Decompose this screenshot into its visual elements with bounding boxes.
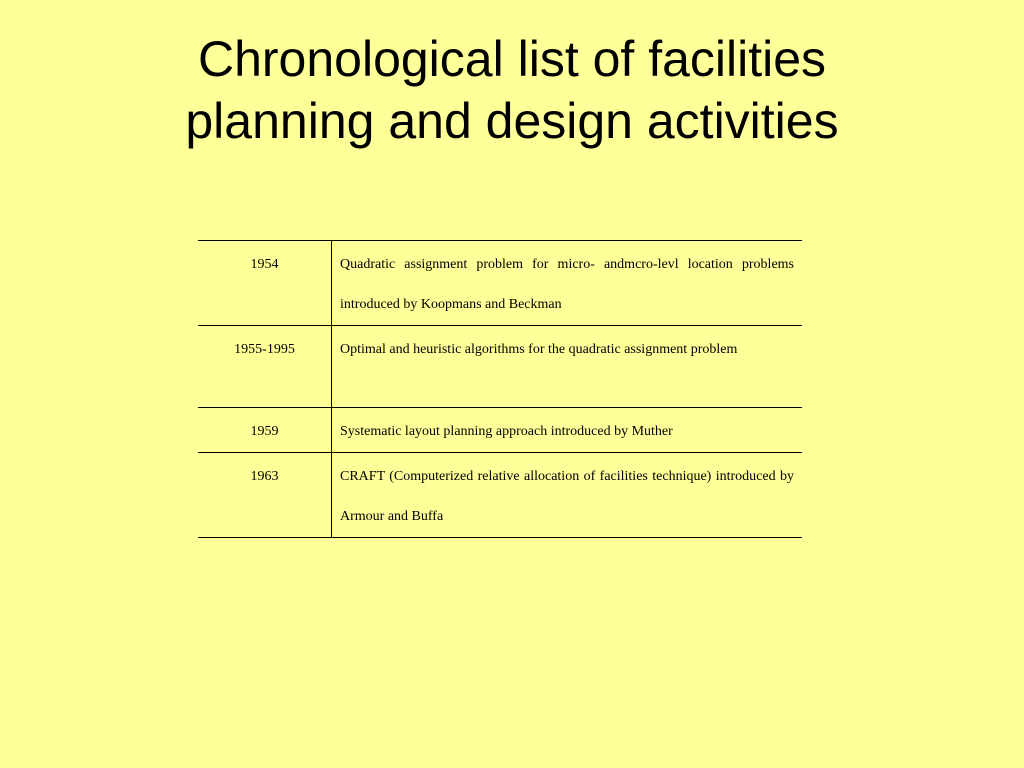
- table-row: [198, 453, 802, 538]
- table-row: [198, 408, 802, 453]
- description-cell: CRAFT (Computerized relative allocation of facilities technique) introduced by Armour and Buffa: [332, 453, 803, 538]
- timeline-table: [198, 240, 802, 538]
- description-cell: Quadratic assignment problem for micro- andmcro-levl location problems introduced by Koopmans and Beckman: [332, 241, 803, 326]
- year-cell: 1955-1995: [198, 326, 332, 408]
- slide-title: [0, 28, 1024, 152]
- description-cell: Systematic layout planning approach introduced by Muther: [332, 408, 803, 453]
- slide-title-line-1: Chronological list of facilities: [197, 31, 827, 87]
- description-cell: Optimal and heuristic algorithms for the quadratic assignment problem: [332, 326, 803, 408]
- year-cell: 1959: [198, 408, 332, 453]
- table-row: [198, 326, 802, 408]
- table-row: [198, 241, 802, 326]
- year-cell: 1954: [198, 241, 332, 326]
- year-cell: 1963: [198, 453, 332, 538]
- slide-title-line-2: planning and design activities: [185, 93, 839, 149]
